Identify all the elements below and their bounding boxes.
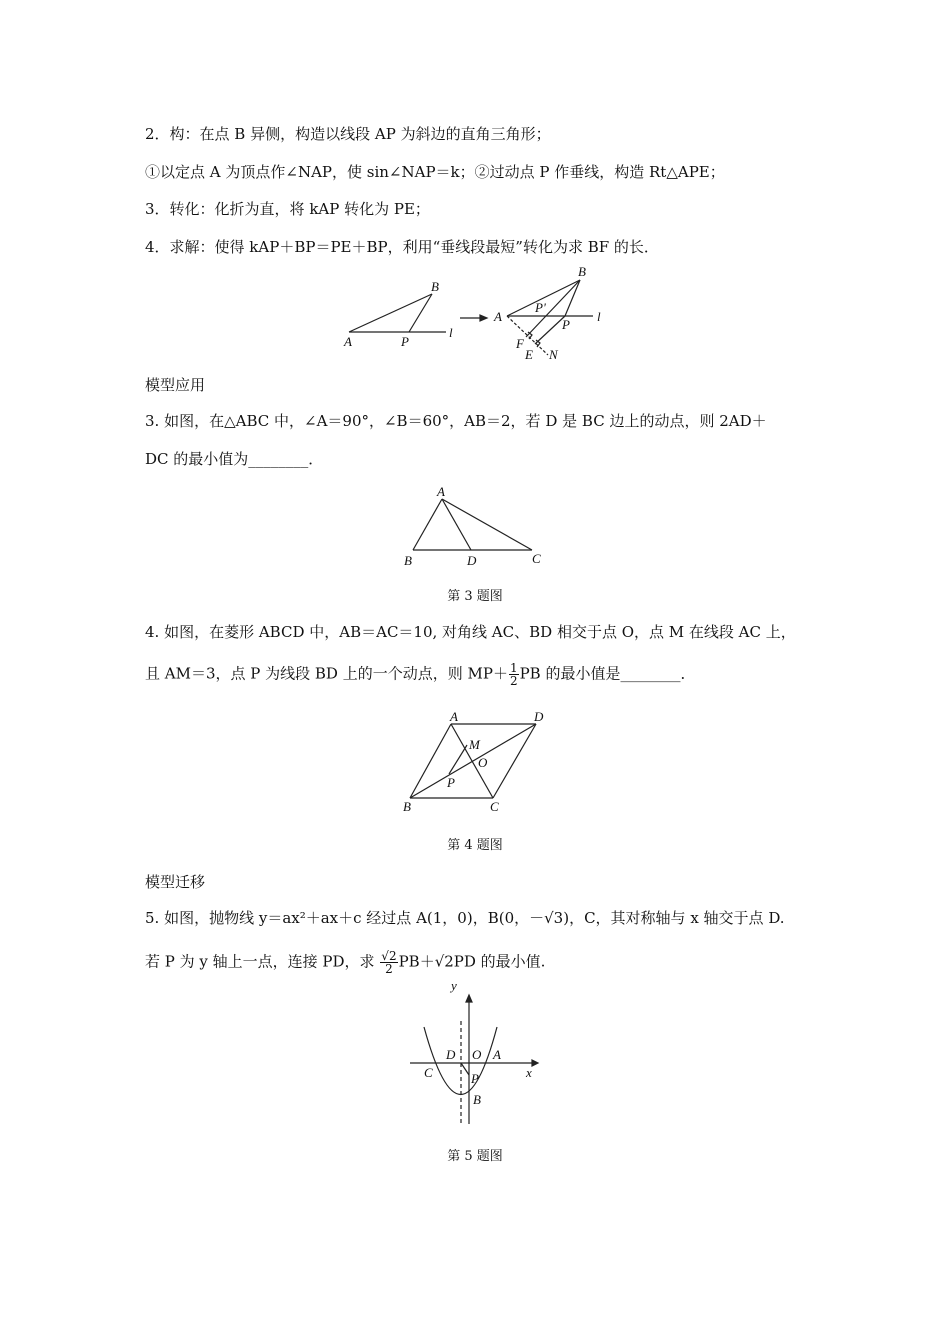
q4-line2-prefix: 且 AM＝3，点 P 为线段 BD 上的一个动点，则 MP＋ [145, 664, 508, 683]
q5-line1: 5. 如图，抛物线 y＝ax²＋ax＋c 经过点 A(1，0)，B(0，－√3)，C，其对称轴与 x 轴交于点 D. [145, 909, 785, 927]
q4-label-B: B [403, 799, 411, 814]
method-step-4: 4．求解：使得 kAP＋BP＝PE＋BP，利用“垂线段最短”转化为求 BF 的长． [145, 238, 659, 256]
q3-label-B: B [404, 553, 412, 568]
label-F: F [516, 336, 524, 351]
q5-label-P: P [471, 1071, 479, 1086]
fraction-root2-over-2: $\frac{√2}{2}$ [381, 949, 397, 976]
q4-line2-suffix: PB 的最小值是________． [519, 664, 696, 683]
q3-line1: 3. 如图，在△ABC 中，∠A＝90°，∠B＝60°，AB＝2，若 D 是 BC 边上的动点，则 2AD＋ [145, 412, 767, 430]
q4-line1: 4. 如图，在菱形 ABCD 中，AB＝AC＝10, 对角线 AC、BD 相交于点 O，点 M 在线段 AC 上， [145, 623, 796, 641]
label-E: E [525, 347, 533, 362]
label-P-prime: P' [535, 300, 546, 315]
label-P2: P [562, 317, 570, 332]
q5-label-B: B [473, 1092, 481, 1107]
label-P: P [401, 334, 409, 349]
q5-line2-suffix: PB＋√2PD 的最小值. [398, 952, 546, 971]
label-B: B [431, 279, 439, 294]
label-A: A [344, 334, 352, 349]
q5-line2-prefix: 若 P 为 y 轴上一点，连接 PD，求 [145, 952, 380, 971]
q3-label-D: D [467, 553, 477, 568]
q4-label-O: O [478, 755, 488, 770]
q5-label-y: y [451, 978, 457, 993]
label-l: l [449, 325, 453, 340]
label-B2: B [578, 264, 586, 279]
method-step-3: 3．转化：化折为直，将 kAP 转化为 PE； [145, 200, 430, 218]
q4-label-C: C [490, 799, 499, 814]
q5-label-A: A [493, 1047, 501, 1062]
q3-caption: 第 3 题图 [447, 589, 503, 604]
label-N: N [549, 347, 558, 362]
q4-label-M: M [469, 737, 480, 752]
q3-label-A: A [437, 484, 445, 499]
q3-label-C: C [532, 551, 541, 566]
q5-label-D: D [446, 1047, 456, 1062]
label-l2: l [597, 309, 601, 324]
method-step-2: 2．构：在点 B 异侧，构造以线段 AP 为斜边的直角三角形； [145, 125, 551, 143]
q5-caption: 第 5 题图 [447, 1149, 503, 1164]
q4-label-D: D [534, 709, 544, 724]
method-step-2-detail: ①以定点 A 为顶点作∠NAP，使 sin∠NAP＝k；②过动点 P 作垂线，构造 Rt△APE； [145, 163, 725, 181]
q5-label-x: x [526, 1065, 532, 1080]
q4-label-A: A [450, 709, 458, 724]
fraction-one-half: $\frac{1}{2}$ [509, 661, 518, 688]
label-A2: A [494, 309, 502, 324]
q4-caption: 第 4 题图 [447, 838, 503, 853]
q4-label-P: P [447, 775, 455, 790]
q3-line2: DC 的最小值为________． [145, 450, 324, 468]
section-title-transfer: 模型迁移 [145, 873, 206, 891]
section-title-application: 模型应用 [145, 376, 206, 394]
q5-label-C: C [424, 1065, 433, 1080]
q5-label-O: O [472, 1047, 482, 1062]
